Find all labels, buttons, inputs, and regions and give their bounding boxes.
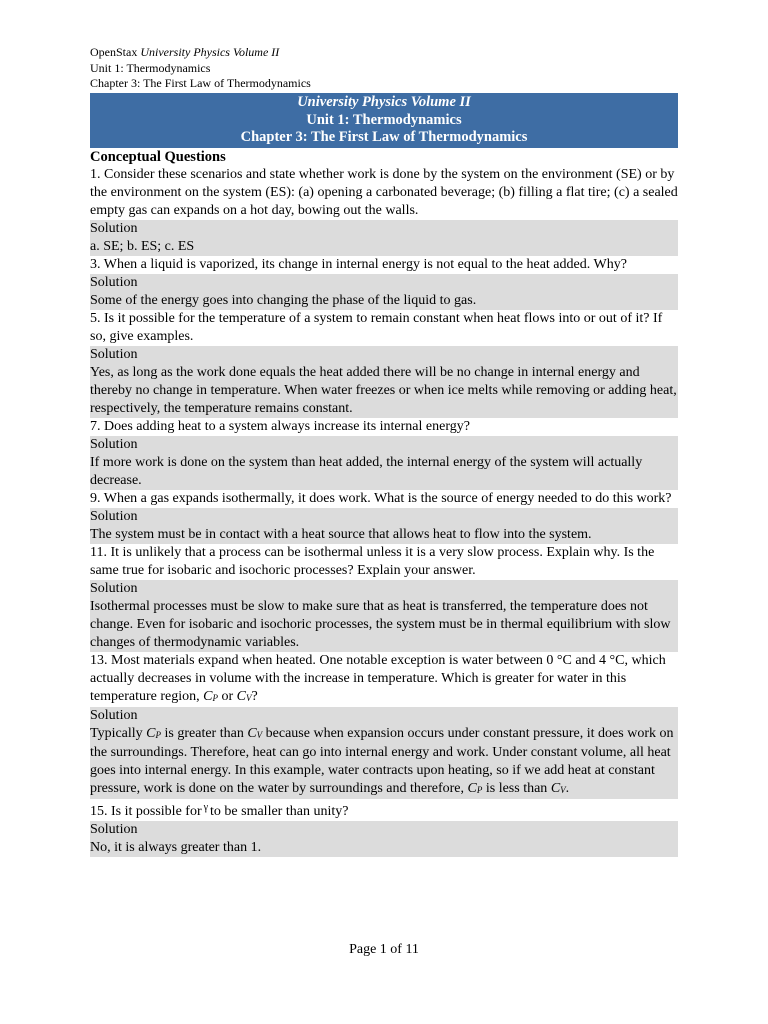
symbol-c: C [203, 688, 213, 704]
symbol-c: C [236, 688, 246, 704]
solution-label: Solution [90, 436, 138, 452]
solution-label: Solution [90, 274, 138, 290]
subscript-p: P [155, 729, 162, 740]
solution-answer-13 [90, 725, 678, 799]
symbol-c: C [146, 725, 156, 741]
subscript-p: P [476, 784, 483, 795]
header-book-title: University Physics Volume II [140, 45, 280, 59]
answer-13-part-1: Typically [90, 725, 143, 741]
solution-label: Solution [90, 346, 138, 362]
header-line-1 [90, 45, 311, 61]
solution-label: Solution [90, 580, 138, 596]
solution-answer-3: Some of the energy goes into changing the phase of the liquid to gas. [90, 292, 477, 308]
answer-13-end: . [565, 780, 570, 796]
symbol-c: C [467, 780, 477, 796]
banner-chapter: Chapter 3: The First Law of Thermodynamics [240, 129, 528, 145]
answer-13-part-2: is greater than [164, 725, 244, 741]
gamma-symbol: γ [203, 801, 209, 813]
solution-block-13 [90, 707, 678, 799]
question-15-before: 15. Is it possible for [90, 803, 202, 819]
solution-block-11 [90, 580, 678, 652]
subscript-v: V [560, 784, 566, 795]
solution-label: Solution [90, 821, 138, 837]
solution-answer-1: a. SE; b. ES; c. ES [90, 238, 195, 254]
solution-label: Solution [90, 220, 138, 236]
question-9: 9. When a gas expands isothermally, it does work. What is the source of energy needed to do this work? [90, 490, 672, 506]
question-1: 1. Consider these scenarios and state whether work is done by the system on the environment (SE) or by the environment on the system (ES): (a) opening a carbonated beverage; (b) filling a flat tire; (c) a sealed empty gas can expands on a hot day, bowing out the walls. [90, 166, 678, 218]
question-13-end: ? [251, 688, 258, 704]
question-13-text: 13. Most materials expand when heated. One notable exception is water between 0 °C and 4 °C, which actually decreases in volume with the increase in temperature. Which is greater for water in this temperature region, [90, 652, 666, 704]
banner-unit: Unit 1: Thermodynamics [306, 111, 462, 128]
subscript-v: V [245, 692, 252, 703]
subscript-p: P [212, 692, 218, 703]
question-5: 5. Is it possible for the temperature of a system to remain constant when heat flows into or out of it? If so, give examples. [90, 310, 663, 344]
solution-label: Solution [90, 508, 138, 524]
question-11: 11. It is unlikely that a process can be isothermal unless it is a very slow process. Explain why. Is the same true for isobaric and isochoric processes? Explain your answer. [90, 544, 655, 578]
symbol-c: C [550, 780, 561, 796]
solution-answer-5: Yes, as long as the work done equals the heat added there will be no change in internal energy and thereby no change in temperature. When water freezes or when ice melts while removing or adding heat, respectively, the temperature remains constant. [90, 364, 677, 416]
question-3: 3. When a liquid is vaporized, its change in internal energy is not equal to the heat added. Why? [90, 256, 627, 272]
solution-answer-9: The system must be in contact with a heat source that allows heat to flow into the system. [90, 526, 592, 542]
question-13 [90, 652, 678, 707]
title-banner [90, 93, 678, 148]
solution-block-5 [90, 346, 678, 418]
header-line-2: Unit 1: Thermodynamics [90, 60, 211, 75]
solution-answer-11: Isothermal processes must be slow to make sure that as heat is transferred, the temperature does not change. Even for isobaric and isochoric processes, the system must be in thermal equilibrium with slow changes of thermodynamic variables. [90, 598, 671, 650]
solution-block-7 [90, 436, 678, 490]
solution-block-15 [90, 821, 678, 857]
section-title: Conceptual Questions [90, 148, 226, 165]
answer-13-part-3: because when expansion occurs under constant pressure, it does work on the surroundings. Therefore, heat can go into internal energy and work. Under constant volume, all heat goes into internal energy. In this example, water contracts upon heating, so if we add heat at constant pressure, work is done on the water by surroundings and therefore, [90, 725, 674, 796]
symbol-c: C [247, 725, 257, 741]
question-15-after: to be smaller than unity? [210, 803, 349, 819]
solution-answer-15: No, it is always greater than 1. [90, 839, 262, 855]
subscript-v: V [256, 729, 263, 740]
solution-block-9 [90, 508, 678, 544]
solution-block-3 [90, 274, 678, 310]
solution-answer-7: If more work is done on the system than heat added, the internal energy of the system will actually decrease. [90, 454, 643, 488]
document-body [90, 93, 678, 857]
answer-13-part-4: is less than [485, 780, 548, 796]
banner-book-title: University Physics Volume II [297, 94, 471, 110]
header-line-3: Chapter 3: The First Law of Thermodynamics [90, 76, 311, 90]
running-header [90, 45, 311, 92]
question-7: 7. Does adding heat to a system always increase its internal energy? [90, 418, 470, 434]
solution-label: Solution [90, 707, 138, 723]
solution-block-1 [90, 220, 678, 256]
question-15 [90, 799, 678, 821]
question-13-or: or [221, 688, 234, 704]
header-publisher: OpenStax [90, 45, 138, 59]
page-number: Page 1 of 11 [349, 942, 419, 957]
